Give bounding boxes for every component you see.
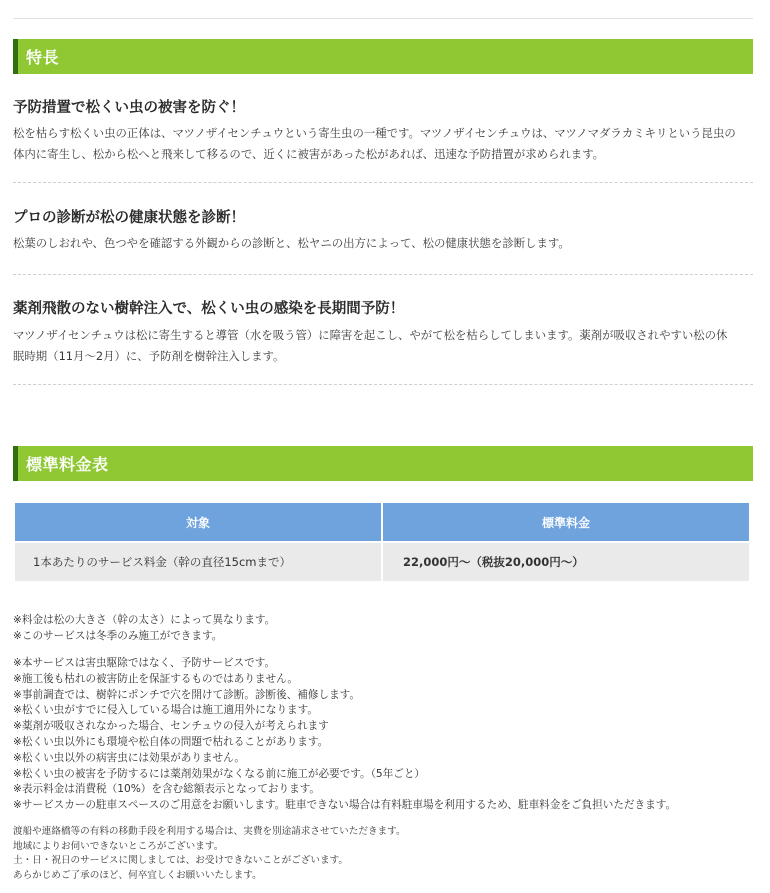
feature-body-diagnosis [13, 233, 753, 254]
pricing-heading: 標準料金表 [26, 455, 109, 474]
note-item: ※松くい虫がすでに侵入している場合は施工適用外になります。 [13, 704, 318, 717]
body-line: 眠時期（11月～2月）に、予防剤を樹幹注入します。 [13, 349, 285, 363]
features-heading: 特長 [26, 48, 60, 67]
feature-body-prevention [13, 123, 753, 165]
note-item: あらかじめご了承のほど、何卒宜しくお願いいたします。 [13, 869, 262, 881]
notes-group-c [13, 825, 763, 883]
features-heading-bar [13, 39, 753, 74]
column-header-target: 対象 [14, 502, 382, 542]
feature-title-prevention: 予防措置で松くい虫の被害を防ぐ！ [13, 100, 245, 116]
note-item: ※事前調査では、樹幹にポンチで穴を開けて診断。診断後、補修します。 [13, 688, 361, 701]
body-line: マツノザイセンチュウは松に寄生すると導管（水を吸う管）に障害を起こし、やがて松を枯らしてしまいます。薬剤が吸収されやすい松の休 [13, 328, 728, 342]
price-table [13, 501, 751, 583]
divider [13, 182, 753, 183]
cell-price: 22,000円～（税抜20,000円～） [382, 542, 750, 582]
body-line: 松を枯らす松くい虫の正体は、マツノザイセンチュウという寄生虫の一種です。マツノザイセンチュウは、マツノマダラカミキリという昆虫の [13, 126, 736, 140]
note-item: ※松くい虫以外の病害虫には効果がありません。 [13, 751, 245, 764]
note-item: 土・日・祝日のサービスに関しましては、お受けできないことがございます。 [13, 855, 349, 867]
divider [13, 384, 753, 385]
note-item: ※施工後も枯れの被害防止を保証するものではありません。 [13, 672, 298, 685]
note-item: ※本サービスは害虫駆除ではなく、予防サービスです。 [13, 657, 276, 669]
body-line: 松葉のしおれや、色つやを確認する外観からの診断と、松ヤニの出方によって、松の健康状態を診断します。 [13, 236, 570, 250]
note-item: ※松くい虫の被害を予防するには薬剤効果がなくなる前に施工が必要です。（5年ごと） [13, 767, 426, 780]
feature-body-injection [13, 325, 753, 367]
feature-title-diagnosis: プロの診断が松の健康状態を診断！ [13, 210, 245, 226]
top-divider [13, 18, 753, 19]
table-header-row [14, 502, 750, 542]
note-item: 地域によりお伺いできないところがございます。 [13, 840, 224, 852]
note-item: ※薬剤が吸収されなかった場合、センチュウの侵入が考えられます [13, 720, 329, 733]
note-item: 渡船や連絡橋等の有料の移動手段を利用する場合は、実費を別途請求させていただきます。 [13, 826, 406, 837]
note-item: ※表示料金は消費税（10%）を含む総額表示となっております。 [13, 783, 321, 796]
divider [13, 274, 753, 275]
body-line: 体内に寄生し、松から松へと飛来して移るので、近くに被害があった松があれば、迅速な予防措置が求められます。 [13, 147, 605, 161]
note-item: ※このサービスは冬季のみ施工ができます。 [13, 629, 223, 642]
notes-group-a [13, 613, 763, 645]
pricing-heading-bar [13, 446, 753, 481]
cell-target: 1本あたりのサービス料金（幹の直径15cmまで） [14, 542, 382, 582]
note-item: ※料金は松の大きさ（幹の太さ）によって異なります。 [13, 614, 276, 626]
note-item: ※サービスカーの駐車スペースのご用意をお願いします。駐車できない場合は有料駐車場を利用するため、駐車料金をご負担いただきます。 [13, 799, 677, 812]
notes-group-b [13, 656, 763, 814]
note-item: ※松くい虫以外にも環境や松自体の問題で枯れることがあります。 [13, 735, 329, 748]
column-header-price: 標準料金 [382, 502, 750, 542]
feature-title-injection: 薬剤飛散のない樹幹注入で、松くい虫の感染を長期間予防！ [13, 301, 405, 317]
table-row [14, 542, 750, 582]
